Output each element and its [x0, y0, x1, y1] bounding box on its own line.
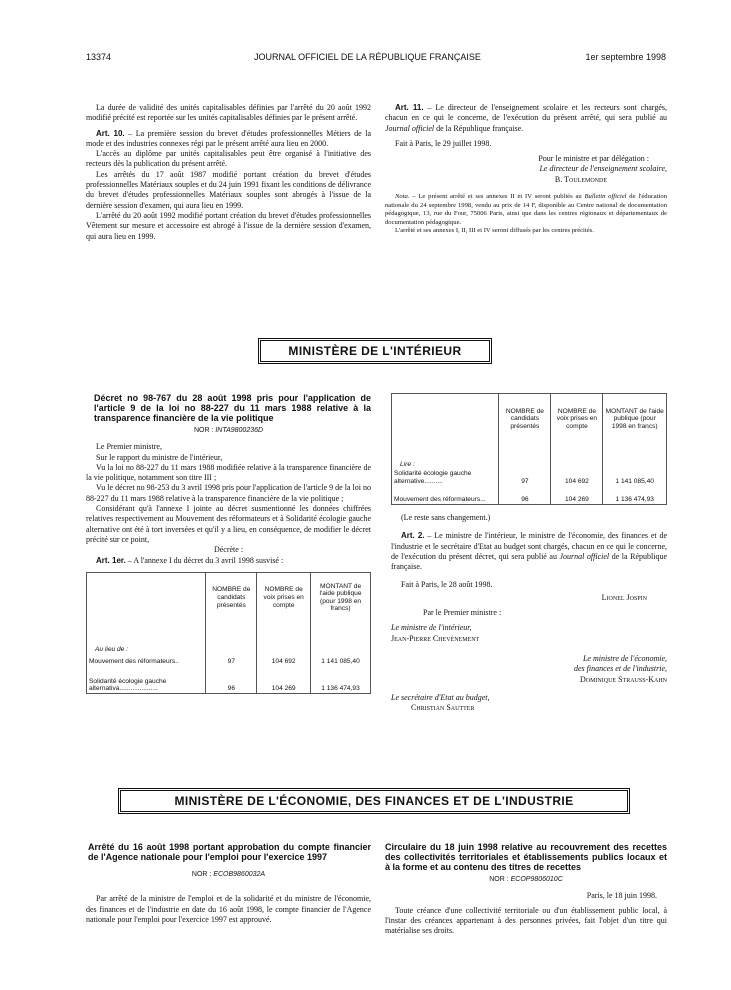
table-intro-text: Au lieu de : — [95, 646, 128, 654]
article-10 — [86, 129, 371, 150]
vu-1: Vu la loi no 88-227 du 11 mars 1988 modifiée relative à la transparence financière de la vie politique, notamment son titre III ; — [86, 462, 371, 483]
article-label: Art. 11. — [395, 103, 424, 112]
interior-name: Jean-Pierre Chevènement — [391, 633, 480, 643]
nor-label: NOR : — [191, 871, 214, 878]
signature-pour: Pour le ministre et par délégation : — [538, 154, 649, 164]
nota-2: L'arrêté et ses annexes I, II, III et IV seront diffusés par les centres précités. — [395, 227, 594, 235]
cell-voix: 104 692 — [257, 654, 311, 666]
decrete: Décrète : — [213, 545, 244, 555]
table-au-lieu-de — [86, 572, 371, 694]
budget-role-text: Le secrétaire d'Etat au budget, — [391, 692, 490, 702]
cell-montant: 1 136 474,93 — [603, 485, 666, 504]
decree-right-column — [391, 393, 667, 713]
nor-label: NOR : — [489, 876, 511, 883]
nor-code: ECOB9860032A — [213, 871, 266, 878]
reste-sans-changement: (Le reste sans changement.) — [401, 513, 491, 522]
row-label: Solidarité écologie gauche alternativa..................... — [89, 677, 167, 693]
article-11 — [385, 103, 667, 134]
signer-role — [385, 164, 667, 174]
budget-name: Christian Sautter — [411, 703, 475, 713]
circulaire-nor — [385, 875, 667, 885]
article-text: – Le ministre de l'intérieur, le ministre de l'économie, des finances et de l'industrie et le secrétaire d'Etat au budget sont chargés, chacun en ce qui le concerne, de l'exécution du présent décret, qui sera publié au — [391, 531, 668, 561]
cell-candidats: 97 — [499, 469, 551, 486]
col-header-montant: MONTANT de l'aide publique (pour 1998 en francs) — [603, 394, 666, 444]
signer-pm: Lionel Jospin — [601, 592, 647, 602]
article-1 — [86, 556, 371, 566]
interior-role — [391, 623, 667, 633]
col-header-candidats: NOMBRE de candidats présentés — [206, 573, 257, 623]
article-2 — [391, 531, 667, 572]
par-premier-ministre: Par le Premier ministre : — [423, 608, 502, 618]
eco-role-a — [391, 654, 667, 664]
ministry-economy-banner: MINISTÈRE DE L'ÉCONOMIE, DES FINANCES ET DE L'INDUSTRIE — [118, 788, 630, 814]
bulletin-name: Bulletin officiel — [584, 193, 627, 201]
table — [392, 394, 666, 504]
arrete-nor — [86, 870, 371, 880]
table-intro — [392, 444, 499, 469]
nor-code: INTA9800236D — [215, 427, 264, 434]
paragraph: L'arrêté du 20 août 1992 modifié portant création du brevet d'études professionnelles Vêtement sur mesure et accessoire est abrogé à l'issue de la dernière session d'examen, qui aura lieu en 1999. — [86, 210, 371, 241]
interior-role-text: Le ministre de l'intérieur, — [391, 623, 472, 633]
rapport: Sur le rapport du ministre de l'intérieur, — [96, 452, 223, 462]
paragraph: La durée de validité des unités capitalisables définies par l'arrêté du 20 août 1992 modifié précité est reportée sur les unités capitalisables définies par le présent arrêté. — [86, 103, 371, 123]
done-at: Fait à Paris, le 29 juillet 1998. — [395, 138, 492, 148]
journal-name: Journal officiel — [559, 551, 610, 561]
table-row — [87, 654, 370, 666]
row-label: Mouvement des réformateurs... — [394, 496, 486, 504]
signer-name: B. Toulemonde — [554, 174, 607, 184]
cell-candidats: 96 — [206, 666, 257, 693]
decree-title: Décret no 98-767 du 28 août 1998 pris pour l'application de l'article 9 de la loi no 88-227 du 11 mars 1988 relative à la transparence financière de la vie politique — [94, 393, 371, 423]
journal-title: JOURNAL OFFICIEL DE LA RÉPUBLIQUE FRANÇAISE — [254, 52, 481, 62]
article-text: – A l'annexe I du décret du 3 avril 1998 susvisé : — [125, 555, 284, 565]
col-header-candidats: NOMBRE de candidats présentés — [499, 394, 551, 444]
col-header-voix: NOMBRE de voix prises en compte — [257, 573, 311, 623]
cell-voix: 104 269 — [257, 666, 311, 693]
top-left-column — [86, 103, 371, 242]
article-text: – Le directeur de l'enseignement scolaire et les recteurs sont chargés, chacun en ce qui le concerne, de l'exécution du présent arrêté, qui sera publié au — [385, 103, 667, 123]
paragraph: Les arrêtés du 17 août 1987 modifié portant création du brevet d'études professionnelles Matériaux souples et du 24 juin 1991 fixant les conditions de délivrance du brevet d'études professionnelles Matériaux souples sont abrogés à l'issue de la dernière session d'examen, qui aura lieu en 1999. — [86, 169, 371, 210]
table — [87, 573, 370, 693]
article-text: de la République française. — [391, 551, 667, 572]
circulaire-title: Circulaire du 18 juin 1998 relative au recouvrement des recettes des collectivités territoriales et établissements publics locaux et à la forme et au contenu des titres de recettes — [385, 842, 667, 872]
page-number: 13374 — [86, 52, 112, 62]
article-label: Art. 1er. — [96, 555, 126, 565]
page-header — [86, 52, 666, 66]
ministry-interior-banner: MINISTÈRE DE L'INTÉRIEUR — [258, 338, 492, 364]
table-header-empty — [87, 573, 206, 623]
nota — [385, 193, 667, 227]
row-label: Mouvement des réformateurs.. — [89, 658, 179, 666]
signer-role-text: Le directeur de l'enseignement scolaire, — [539, 164, 667, 174]
cell-candidats: 96 — [499, 485, 551, 504]
top-right-column — [385, 103, 667, 236]
row-label: Solidarité écologie gauche alternative.......... — [394, 470, 472, 485]
cell-voix: 104 269 — [551, 485, 603, 504]
article-label: Art. 2. — [401, 531, 425, 541]
cell-montant: 1 136 474,93 — [311, 666, 370, 693]
cell-candidats: 97 — [206, 654, 257, 666]
issue-date: 1er septembre 1998 — [585, 52, 666, 62]
premier-ministre: Le Premier ministre, — [96, 442, 162, 452]
paragraph: L'accès au diplôme par unités capitalisables peut être organisé à l'initiative des recteurs dès la publication du présent arrêté. — [86, 149, 371, 169]
eco-name: Dominique Strauss-Kahn — [579, 674, 667, 684]
table-row — [392, 469, 666, 486]
table-row — [87, 666, 370, 693]
arrete-text: Par arrêté de la ministre de l'emploi et de la solidarité et du ministre de l'économie, des finances et de l'industrie en date du 16 août 1998, le compte financier de l'Agence nationale pour l'emploi pour l'exercice 1997 est approuvé. — [86, 894, 371, 924]
journal-name: Journal officiel — [385, 123, 435, 133]
article-label: Art. 10. — [96, 128, 125, 138]
decree-nor — [86, 426, 371, 436]
circulaire-text: Toute créance d'une collectivité territoriale ou d'un établissement public local, à l'instar des créances appartenant à des personnes privées, fait l'objet d'un titre qui matérialise ses droits. — [385, 905, 667, 936]
cell-montant: 1 141 085,40 — [603, 469, 666, 486]
nota-text: de l'éducation nationale du 24 septembre 1998, vendu au prix de 14 F, disponible au Centre national de documentation pédagogique, 13, rue du Four, 75006 Paris, ainsi que dans les centres régionaux et départementaux de documentation pédagogique. — [385, 193, 667, 226]
col-header-montant: MONTANT de l'aide publique (pour 1998 en francs) — [311, 573, 370, 623]
circulaire-date: Paris, le 18 juin 1998. — [586, 891, 657, 901]
article-text: de la République française. — [434, 123, 524, 133]
table-row — [392, 485, 666, 504]
nor-label: NOR : — [193, 427, 216, 434]
arrete-column — [86, 842, 371, 925]
eco-role-b — [391, 664, 667, 674]
nor-code: ECOP9806010C — [510, 876, 563, 883]
vu-2: Vu le décret no 98-253 du 3 avril 1998 pris pour l'application de l'article 9 de la loi no 88-227 du 11 mars 1988 relative à la transparence financière de la vie politique ; — [86, 483, 371, 503]
done-at: Fait à Paris, le 28 août 1998. — [401, 580, 493, 590]
cell-montant: 1 141 085,40 — [311, 654, 370, 666]
nota-label: Nota. — [395, 193, 410, 201]
eco-role-text: Le ministre de l'économie, — [582, 653, 667, 663]
table-intro — [87, 623, 206, 654]
eco-role-text: des finances et de l'industrie, — [573, 664, 667, 674]
arrete-title: Arrêté du 16 août 1998 portant approbation du compte financier de l'Agence nationale pour l'emploi pour l'exercice 1997 — [88, 842, 371, 862]
col-header-voix: NOMBRE de voix prises en compte — [551, 394, 603, 444]
decree-left-column — [86, 393, 371, 694]
article-text: – La première session du brevet d'études professionnelles Métiers de la mode et des industries connexes régi par le présent arrêté aura lieu en 2000. — [86, 128, 372, 148]
table-intro-text: Lire : — [400, 461, 415, 469]
nota-text: – Le présent arrêté et ses annexes II et IV seront publiés au — [409, 193, 585, 201]
considerant: Considérant qu'à l'annexe I jointe au décret susmentionné les données chiffrées relatives respectivement au Mouvement des réformateurs et à Solidarité écologie gauche alternative ont été à tort inversées et qu'il y a lieu, en conséquence, de modifier le décret précité sur ce point, — [86, 504, 371, 544]
budget-role — [391, 693, 667, 703]
circulaire-column — [385, 842, 667, 936]
cell-voix: 104 692 — [551, 469, 603, 486]
table-lire — [391, 393, 667, 505]
